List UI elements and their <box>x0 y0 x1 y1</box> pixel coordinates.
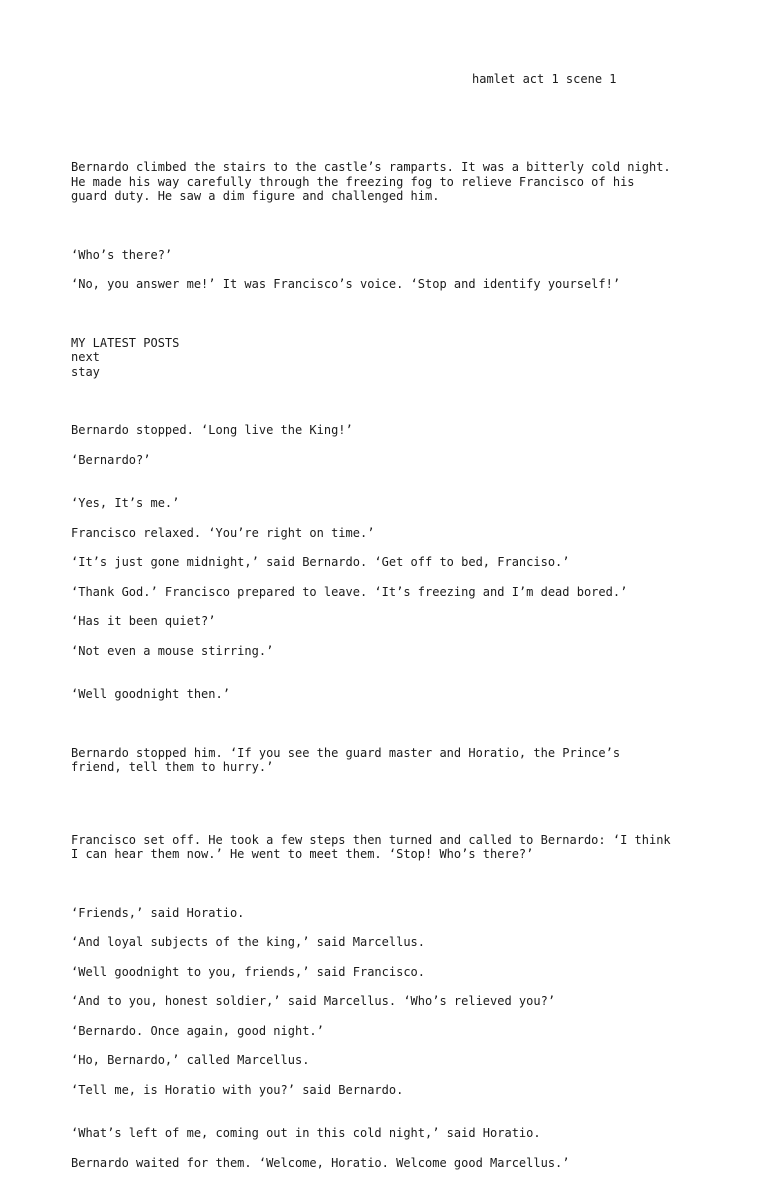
text-line: ‘And loyal subjects of the king,’ said Marcellus. <box>71 935 426 949</box>
paragraph-18 <box>71 965 731 980</box>
paragraph-11 <box>71 614 731 629</box>
post-link-stay[interactable]: stay <box>71 364 100 379</box>
text-line: friend, tell them to hurry.’ <box>71 760 274 774</box>
text-line: Francisco set off. He took a few steps then turned and called to Bernardo: ‘I think <box>71 832 671 847</box>
paragraph-2 <box>71 248 731 263</box>
text-line: Bernardo stopped him. ‘If you see the guard master and Horatio, the Prince’s <box>71 745 621 760</box>
paragraph-15 <box>71 804 731 891</box>
paragraph-14 <box>71 717 731 804</box>
text-line: ‘It’s just gone midnight,’ said Bernardo. ‘Get off to bed, Franciso.’ <box>71 555 570 569</box>
paragraph-17 <box>71 935 731 950</box>
paragraph-24 <box>71 1156 731 1171</box>
latest-posts-block <box>71 307 731 409</box>
paragraph-19 <box>71 994 731 1009</box>
paragraph-13 <box>71 687 731 702</box>
paragraph-16 <box>71 906 731 921</box>
text-line: ‘Yes, It’s me.’ <box>71 496 180 510</box>
text-line: Bernardo stopped. ‘Long live the King!’ <box>71 423 353 437</box>
text-line: ‘Ho, Bernardo,’ called Marcellus. <box>71 1053 310 1067</box>
text-line: ‘Bernardo?’ <box>71 452 151 467</box>
paragraph-23 <box>71 1126 731 1141</box>
text-line: I can hear them now.’ He went to meet them. ‘Stop! Who’s there?’ <box>71 847 534 861</box>
text-line: ‘What’s left of me, coming out in this cold night,’ said Horatio. <box>71 1126 541 1140</box>
document-body <box>71 131 731 1185</box>
paragraph-7 <box>71 496 731 511</box>
text-line: ‘Tell me, is Horatio with you?’ said Bernardo. <box>71 1082 404 1097</box>
paragraph-10 <box>71 585 731 600</box>
text-line: ‘No, you answer me!’ It was Francisco’s voice. ‘Stop and identify yourself!’ <box>71 277 621 291</box>
paragraph-22 <box>71 1083 731 1098</box>
paragraph-8 <box>71 526 731 541</box>
text-line: Bernardo climbed the stairs to the castle’s ramparts. It was a bitterly cold night. <box>71 160 671 174</box>
text-line: Bernardo waited for them. ‘Welcome, Horatio. Welcome good Marcellus.’ <box>71 1155 570 1170</box>
text-line: Francisco relaxed. ‘You’re right on time.’ <box>71 525 375 540</box>
post-link-next[interactable]: next <box>71 350 100 364</box>
latest-posts-heading: MY LATEST POSTS <box>71 335 180 350</box>
text-line: ‘Has it been quiet?’ <box>71 614 216 628</box>
text-line: ‘Friends,’ said Horatio. <box>71 905 245 920</box>
text-line: ‘Well goodnight to you, friends,’ said Francisco. <box>71 964 426 979</box>
paragraph-3 <box>71 277 731 292</box>
text-line: ‘Bernardo. Once again, good night.’ <box>71 1023 324 1038</box>
paragraph-5 <box>71 423 731 438</box>
text-line: ‘Thank God.’ Francisco prepared to leave. ‘It’s freezing and I’m dead bored.’ <box>71 584 628 599</box>
document-header: hamlet act 1 scene 1 <box>472 72 617 86</box>
text-line: guard duty. He saw a dim figure and challenged him. <box>71 189 440 203</box>
text-line: ‘And to you, honest soldier,’ said Marcellus. ‘Who’s relieved you?’ <box>71 994 556 1008</box>
text-line: ‘Not even a mouse stirring.’ <box>71 643 274 658</box>
text-line: ‘Who’s there?’ <box>71 247 173 262</box>
paragraph-6 <box>71 453 731 468</box>
paragraph-20 <box>71 1024 731 1039</box>
paragraph-21 <box>71 1053 731 1068</box>
text-line: He made his way carefully through the freezing fog to relieve Francisco of his <box>71 174 635 189</box>
text-line: ‘Well goodnight then.’ <box>71 687 230 701</box>
paragraph-1 <box>71 131 731 233</box>
paragraph-9 <box>71 555 731 570</box>
paragraph-12 <box>71 644 731 659</box>
